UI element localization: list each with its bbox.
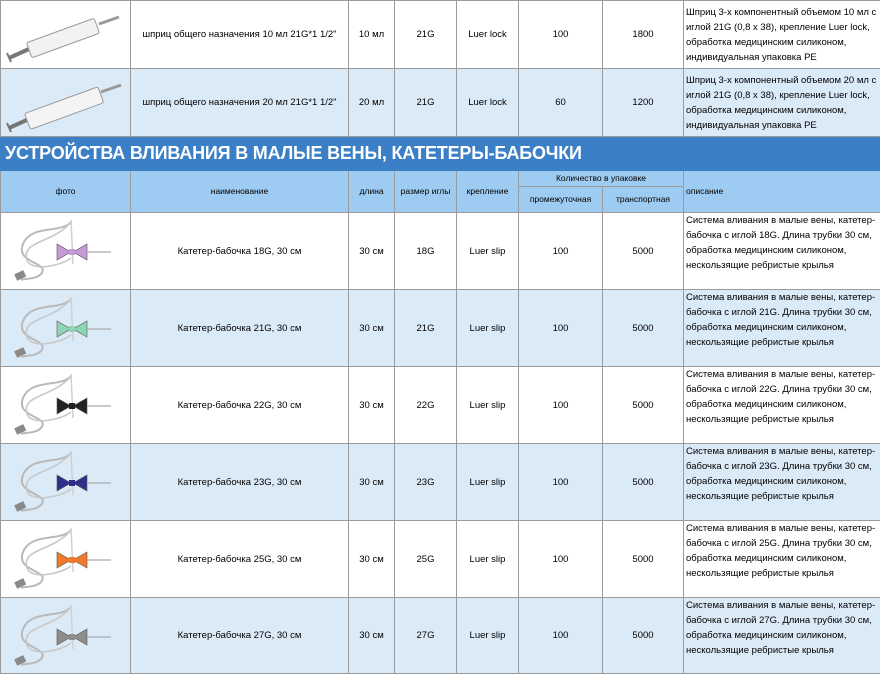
qty-transport: 5000: [603, 367, 684, 444]
qty-intermediate: 100: [519, 1, 603, 69]
catheter-photo: [1, 444, 131, 521]
qty-intermediate: 100: [519, 367, 603, 444]
butterfly-catheter-icon: [1, 291, 129, 365]
product-name: шприц общего назначения 20 мл 21G*1 1/2": [131, 69, 349, 137]
product-name: шприц общего назначения 10 мл 21G*1 1/2": [131, 1, 349, 69]
product-gauge: 27G: [395, 598, 457, 674]
qty-transport: 5000: [603, 213, 684, 290]
header-qty-group: Количество в упаковке: [519, 171, 684, 187]
product-mount: Luer slip: [457, 290, 519, 367]
qty-intermediate: 60: [519, 69, 603, 137]
product-description: Система вливания в малые вены, катетер-бабочка с иглой 25G. Длина трубки 30 см, обработка медицинским силиконом, нескользящие ребристые крылья: [684, 521, 880, 598]
product-gauge: 22G: [395, 367, 457, 444]
catheter-photo: [1, 213, 131, 290]
header-qty-intermediate: промежуточная: [519, 187, 603, 213]
header-qty-transport: транспортная: [603, 187, 684, 213]
product-gauge: 21G: [395, 290, 457, 367]
product-gauge: 21G: [395, 69, 457, 137]
product-mount: Luer slip: [457, 213, 519, 290]
product-length: 30 см: [349, 367, 395, 444]
table-row: [1, 444, 880, 521]
product-mount: Luer slip: [457, 444, 519, 521]
table-row: [1, 521, 880, 598]
qty-intermediate: 100: [519, 444, 603, 521]
product-length: 20 мл: [349, 69, 395, 137]
product-mount: Luer slip: [457, 521, 519, 598]
product-description: Система вливания в малые вены, катетер-бабочка с иглой 18G. Длина трубки 30 см, обработка медицинским силиконом, нескользящие ребристые крылья: [684, 213, 880, 290]
table-row: [1, 598, 880, 674]
table-row: [1, 213, 880, 290]
table-row: [1, 290, 880, 367]
section-title: УСТРОЙСТВА ВЛИВАНИЯ В МАЛЫЕ ВЕНЫ, КАТЕТЕРЫ-БАБОЧКИ: [1, 137, 880, 171]
qty-transport: 5000: [603, 598, 684, 674]
product-mount: Luer slip: [457, 367, 519, 444]
section-header-row: [1, 137, 880, 171]
product-gauge: 21G: [395, 1, 457, 69]
catheter-rows: [1, 213, 880, 674]
product-description: Шприц 3-х компонентный объемом 10 мл с иглой 21G (0,8 х 38), крепление Luer lock, обработка медицинским силиконом, индивидуальная упаковка PE: [684, 1, 880, 69]
product-description: Шприц 3-х компонентный объемом 20 мл с иглой 21G (0,8 х 38), крепление Luer lock, обработка медицинским силиконом, индивидуальная упаковка PE: [684, 69, 880, 137]
syringe-photo: [1, 1, 131, 69]
header-length: длина: [349, 171, 395, 213]
product-mount: Luer lock: [457, 69, 519, 137]
qty-intermediate: 100: [519, 521, 603, 598]
product-length: 30 см: [349, 598, 395, 674]
product-name: Катетер-бабочка 23G, 30 см: [131, 444, 349, 521]
product-mount: Luer lock: [457, 1, 519, 69]
butterfly-catheter-icon: [1, 368, 129, 442]
butterfly-catheter-icon: [1, 599, 129, 673]
qty-transport: 1200: [603, 69, 684, 137]
product-name: Катетер-бабочка 18G, 30 см: [131, 213, 349, 290]
table-row: [1, 1, 880, 69]
header-photo: фото: [1, 171, 131, 213]
product-description: Система вливания в малые вены, катетер-бабочка с иглой 27G. Длина трубки 30 см, обработка медицинским силиконом, нескользящие ребристые крылья: [684, 598, 880, 674]
product-description: Система вливания в малые вены, катетер-бабочка с иглой 22G. Длина трубки 30 см, обработка медицинским силиконом, нескользящие ребристые крылья: [684, 367, 880, 444]
catheter-photo: [1, 598, 131, 674]
catheter-photo: [1, 290, 131, 367]
qty-transport: 5000: [603, 521, 684, 598]
butterfly-catheter-icon: [1, 522, 129, 596]
product-description: Система вливания в малые вены, катетер-бабочка с иглой 23G. Длина трубки 30 см, обработка медицинским силиконом, нескользящие ребристые крылья: [684, 444, 880, 521]
product-length: 10 мл: [349, 1, 395, 69]
qty-transport: 5000: [603, 444, 684, 521]
qty-intermediate: 100: [519, 290, 603, 367]
syringe-icon: [1, 70, 129, 136]
table-row: [1, 69, 880, 137]
table-row: [1, 367, 880, 444]
header-description: описание: [684, 171, 880, 213]
product-length: 30 см: [349, 444, 395, 521]
product-gauge: 18G: [395, 213, 457, 290]
product-description: Система вливания в малые вены, катетер-бабочка с иглой 21G. Длина трубки 30 см, обработка медицинским силиконом, нескользящие ребристые крылья: [684, 290, 880, 367]
product-name: Катетер-бабочка 21G, 30 см: [131, 290, 349, 367]
product-name: Катетер-бабочка 27G, 30 см: [131, 598, 349, 674]
product-name: Катетер-бабочка 25G, 30 см: [131, 521, 349, 598]
butterfly-catheter-icon: [1, 214, 129, 288]
product-length: 30 см: [349, 521, 395, 598]
product-gauge: 23G: [395, 444, 457, 521]
product-gauge: 25G: [395, 521, 457, 598]
qty-intermediate: 100: [519, 598, 603, 674]
syringe-photo: [1, 69, 131, 137]
qty-intermediate: 100: [519, 213, 603, 290]
butterfly-catheter-icon: [1, 445, 129, 519]
qty-transport: 1800: [603, 1, 684, 69]
header-name: наименование: [131, 171, 349, 213]
header-row: [1, 171, 880, 187]
syringe-icon: [1, 2, 129, 68]
catheter-photo: [1, 367, 131, 444]
product-length: 30 см: [349, 213, 395, 290]
product-name: Катетер-бабочка 22G, 30 см: [131, 367, 349, 444]
product-length: 30 см: [349, 290, 395, 367]
product-mount: Luer slip: [457, 598, 519, 674]
header-gauge: размер иглы: [395, 171, 457, 213]
qty-transport: 5000: [603, 290, 684, 367]
catheter-photo: [1, 521, 131, 598]
header-mount: крепление: [457, 171, 519, 213]
